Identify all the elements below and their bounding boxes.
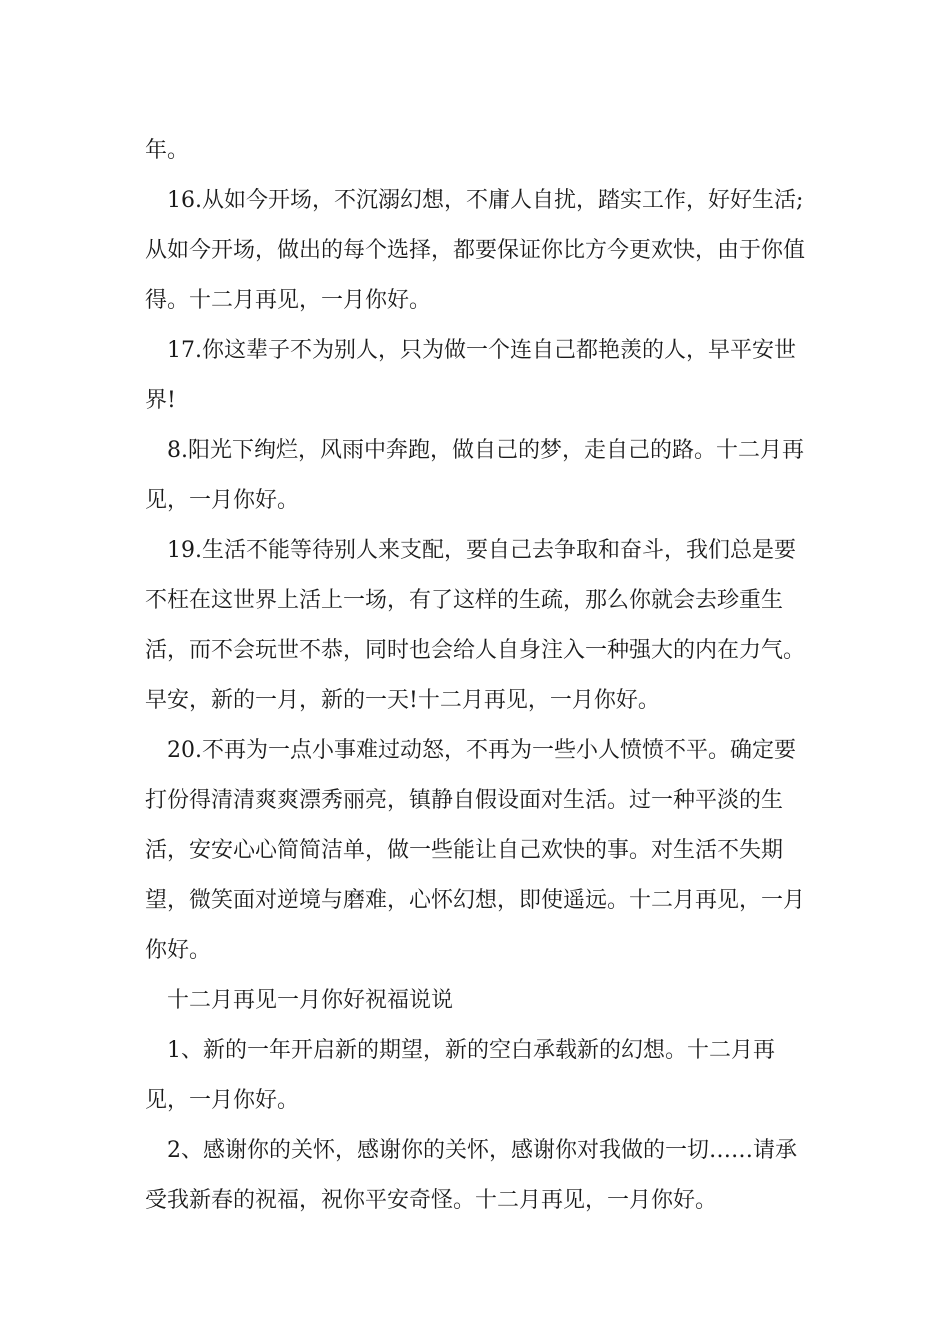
paragraph-item-20: 20.不再为一点小事难过动怒，不再为一些小人愤愤不平。确定要打份得清清爽爽漂秀丽亮，镇静自假设面对生活。过一种平淡的生活，安安心心简简洁单，做一些能让自己欢快的事。对生活不失期望，微笑面对逆境与磨难，心怀幻想，即使遥远。十二月再见，一月你好。 [145, 738, 806, 963]
paragraph-item-2: 2、感谢你的关怀，感谢你的关怀，感谢你对我做的一切……请承受我新春的祝福，祝你平安奇怪。十二月再见，一月你好。 [145, 1138, 797, 1213]
paragraph-continuation: 年。 [145, 138, 190, 163]
section-heading: 十二月再见一月你好祝福说说 [167, 988, 454, 1013]
paragraph-item-1: 1、新的一年开启新的期望，新的空白承载新的幻想。十二月再见，一月你好。 [145, 1038, 775, 1113]
paragraph-item-17: 17.你这辈子不为别人，只为做一个连自己都艳羡的人，早平安世界! [145, 338, 796, 413]
paragraph-item-16: 16.从如今开场，不沉溺幻想，不庸人自扰，踏实工作，好好生活;从如今开场，做出的每个选择，都要保证你比方今更欢快，由于你值得。十二月再见，一月你好。 [145, 188, 806, 313]
paragraph-item-8: 8.阳光下绚烂，风雨中奔跑，做自己的梦，走自己的路。十二月再见，一月你好。 [145, 438, 804, 513]
document-page [145, 126, 810, 1226]
paragraph-item-19: 19.生活不能等待别人来支配，要自己去争取和奋斗，我们总是要不枉在这世界上活上一场，有了这样的生疏，那么你就会去珍重生活，而不会玩世不恭，同时也会给人自身注入一种强大的内在力气。早安，新的一月，新的一天!十二月再见，一月你好。 [145, 538, 806, 713]
